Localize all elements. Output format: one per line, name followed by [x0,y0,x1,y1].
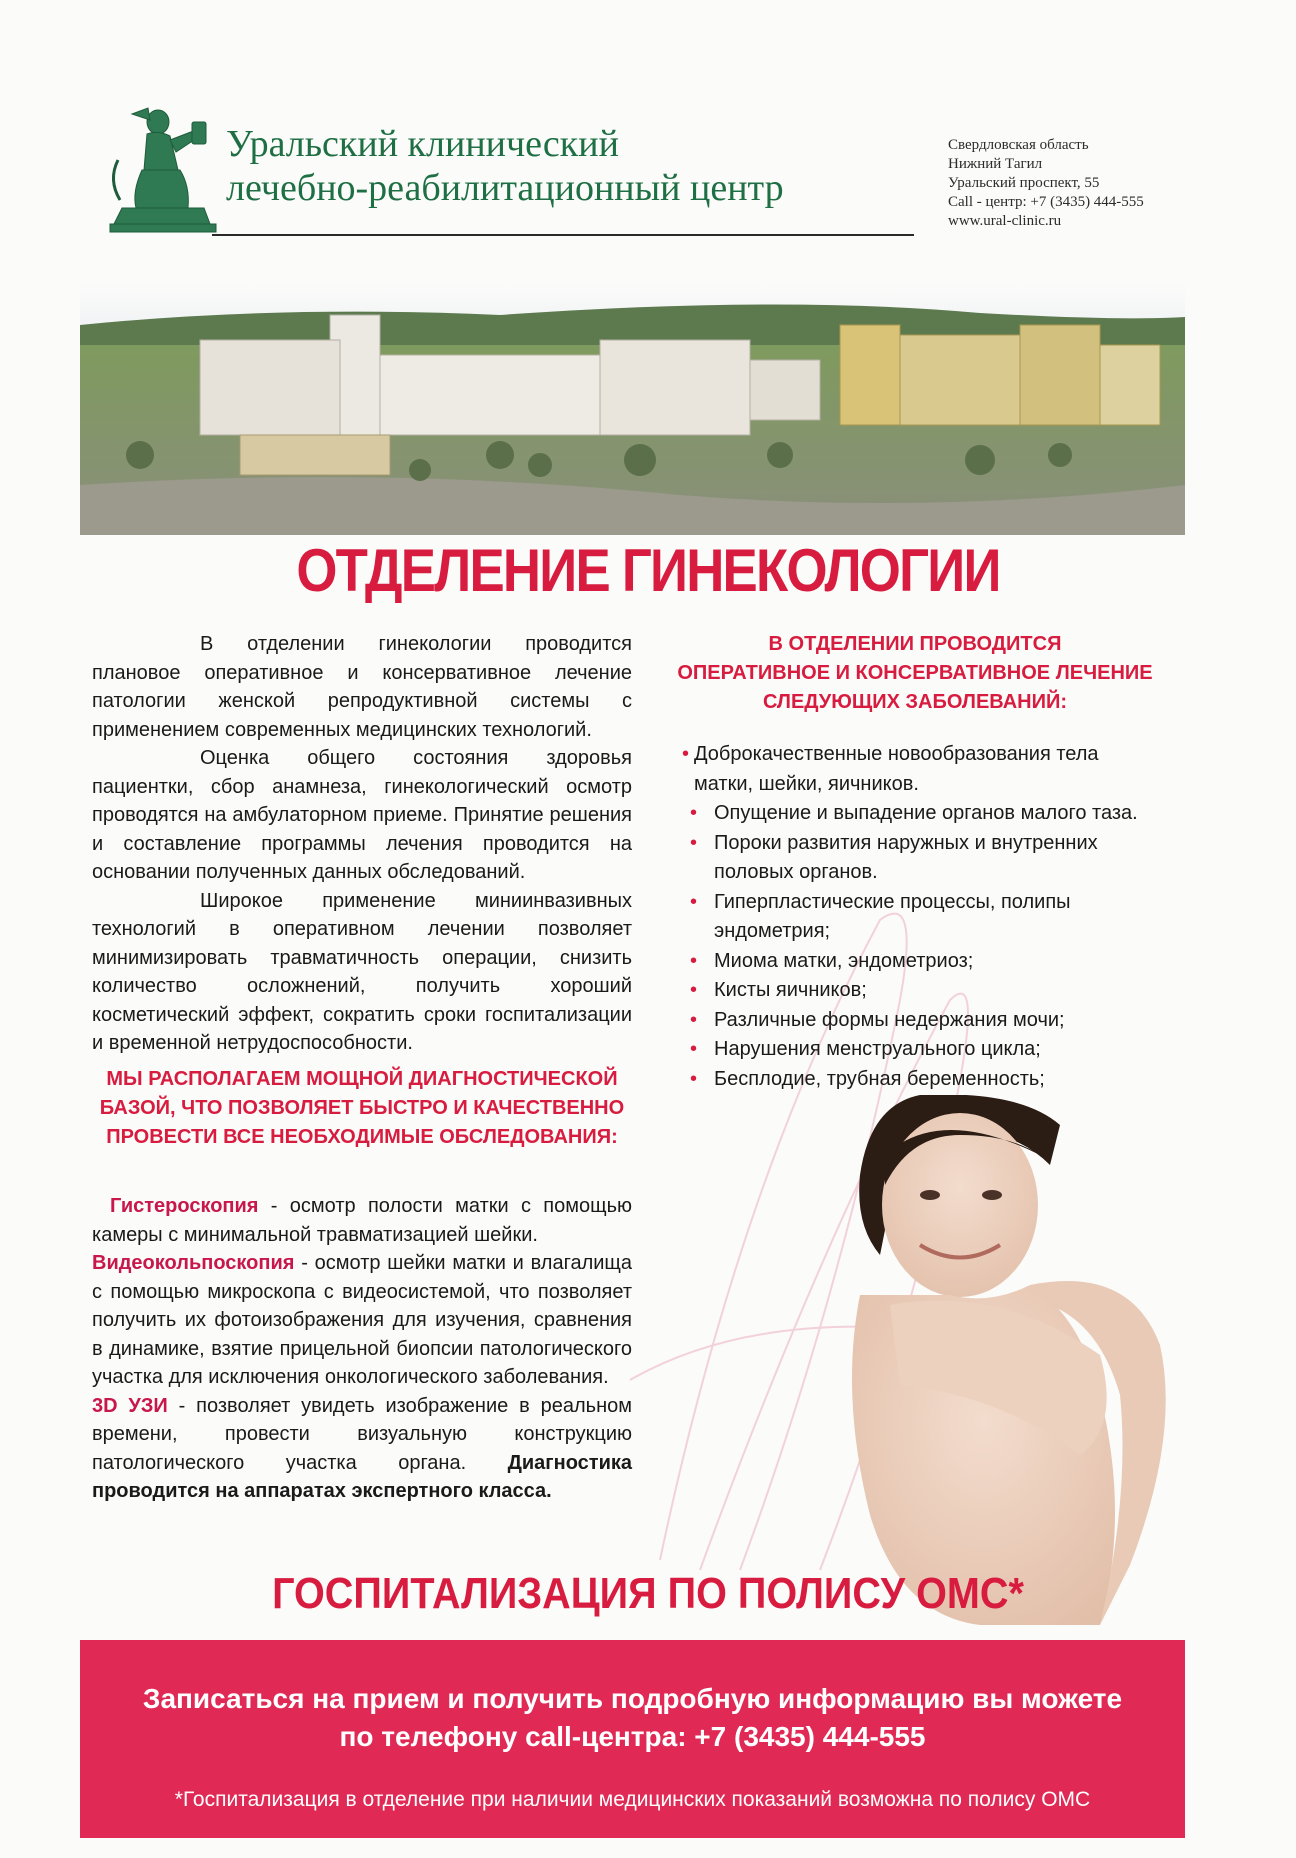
cta-line: Записаться на прием и получить подробную информацию вы можете [142,1683,1123,1714]
clinic-name-line2: лечебно-реабилитационный центр [226,167,784,209]
bullet-icon: • [690,979,698,1001]
intro-paragraph: Оценка общего состояния здоровья пациентки, сбор анамнеза, гинекологический осмотр проводятся на амбулаторном приеме. Принятие решения и составление программы лечения проводится на основании полученных данных обследований. [92,747,632,883]
clinic-name [226,122,926,210]
diagnostic-item [92,1249,632,1392]
list-item [682,947,1162,977]
list-item-text: Гиперпластические процессы, полипы эндометрия; [714,890,1071,942]
list-item [682,976,1162,1006]
contact-address: Уральский проспект, 55 [948,175,1100,191]
footnote: *Госпитализация в отделение при наличии медицинских показаний возможна по полису ОМС [174,1788,1091,1811]
list-item-text: Пороки развития наружных и внутренних половых органов. [714,831,1098,883]
clinic-name-line1: Уральский клинический [226,123,619,165]
list-item-text: Нарушения менструального цикла; [714,1038,1041,1060]
bullet-icon: • [690,831,698,854]
list-item [682,799,1162,829]
bullet-icon: • [690,802,698,824]
diagnostic-description: - осмотр шейки матки и влагалища с помощью микроскопа с видеосистемой, что позволяет получить их фотоизображения для изучения, сравнения в динамике, взятие прицельной биопсии патологического участка для исключения онкологического заболевания. [92,1252,632,1388]
hospitalization-banner: ГОСПИТАЛИЗАЦИЯ ПО ПОЛИСУ ОМС* [272,1569,1024,1618]
diagnostic-description: - позволяет увидеть изображение в реальном времени, провести визуальную конструкцию патологического участка органа. [92,1394,632,1474]
intro-text [92,630,632,1058]
contact-block [948,136,1248,231]
list-item-text: Доброкачественные новообразования тела матки, шейки, яичников. [694,743,1099,795]
woman-photo [800,1095,1180,1630]
header-divider [212,234,914,236]
statue-logo-icon [92,100,232,236]
diagnostic-item [92,1192,632,1249]
bullet-icon: • [690,1038,698,1060]
bullet-icon: • [690,890,698,913]
cta-phone-line[interactable]: по телефону call-центра: +7 (3435) 444-555 [339,1721,926,1752]
intro-paragraph: Широкое применение миниинвазивных технологий в оперативном лечении позволяет минимизировать травматичность операции, снизить количество осложнений, получить хороший косметический эффект, сократить сроки госпитализации и временной нетрудоспособности. [92,889,632,1054]
contact-website-link[interactable]: www.ural-clinic.ru [948,213,1062,229]
intro-paragraph: В отделении гинекологии проводится плановое оперативное и консервативное лечение патологии женской репродуктивной системы с применением современных медицинских технологий. [92,633,632,741]
diagnostics-heading-line: БАЗОЙ, ЧТО ПОЗВОЛЯЕТ БЫСТРО И КАЧЕСТВЕННО [99,1097,625,1119]
contact-phone[interactable]: Call - центр: +7 (3435) 444-555 [948,194,1144,210]
bullet-icon: • [690,1008,698,1031]
diagnostic-term: 3D УЗИ [92,1394,168,1417]
disease-list [682,740,1162,1094]
diagnostics-list [92,1192,632,1506]
diagnostic-bold-note: Диагностика проводится на аппаратах экспертного класса. [92,1451,632,1502]
page-title: ОТДЕЛЕНИЕ ГИНЕКОЛОГИИ [296,537,1000,604]
treatment-heading-line: В ОТДЕЛЕНИИ ПРОВОДИТСЯ [768,633,1062,655]
clinic-campus-photo [80,285,1185,535]
list-item-text: Бесплодие, трубная беременность; [714,1067,1045,1090]
treatment-heading-line: ОПЕРАТИВНОЕ И КОНСЕРВАТИВНОЕ ЛЕЧЕНИЕ [677,662,1153,684]
treatment-heading [670,630,1160,717]
list-item [682,1065,1162,1095]
contact-city: Нижний Тагил [948,156,1043,172]
diagnostic-item [92,1392,632,1506]
diagnostic-term: Видеокольпоскопия [92,1252,295,1274]
bullet-icon: • [690,949,698,972]
bullet-icon: • [682,743,690,765]
bullet-icon: • [690,1067,698,1090]
contact-region: Свердловская область [948,137,1089,153]
diagnostic-term: Гистероскопия [110,1195,259,1217]
call-to-action [80,1680,1185,1756]
diagnostics-heading [92,1065,632,1152]
list-item [682,740,1162,799]
diagnostic-description: - осмотр полости матки с помощью камеры с минимальной травматизацией шейки. [92,1195,632,1246]
list-item [682,1035,1162,1065]
list-item [682,888,1162,947]
list-item [682,1006,1162,1036]
list-item-text: Опущение и выпадение органов малого таза. [714,802,1138,824]
treatment-heading-line: СЛЕДУЮЩИХ ЗАБОЛЕВАНИЙ: [762,691,1068,713]
diagnostics-heading-line: МЫ РАСПОЛАГАЕМ МОЩНОЙ ДИАГНОСТИЧЕСКОЙ [106,1068,618,1090]
diagnostics-heading-line: ПРОВЕСТИ ВСЕ НЕОБХОДИМЫЕ ОБСЛЕДОВАНИЯ: [106,1126,618,1148]
list-item-text: Миома матки, эндометриоз; [714,949,974,972]
list-item-text: Кисты яичников; [714,979,867,1001]
list-item-text: Различные формы недержания мочи; [714,1008,1065,1031]
list-item [682,829,1162,888]
footer-band [80,1640,1185,1838]
